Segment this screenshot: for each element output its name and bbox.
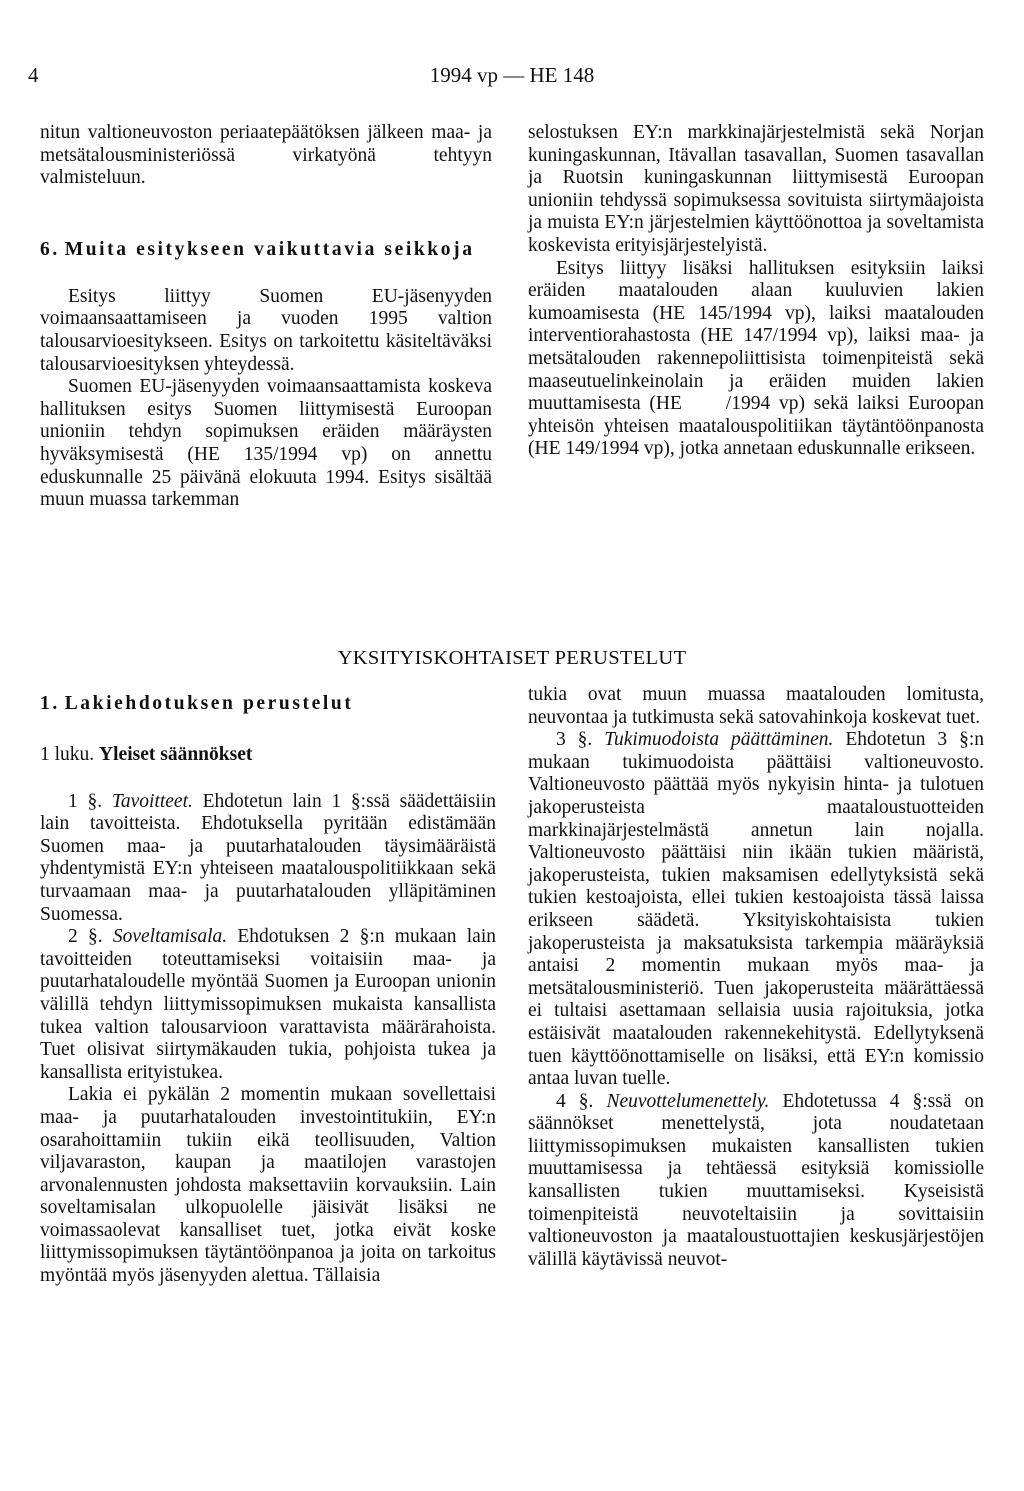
chapter-title: Yleiset säännökset bbox=[99, 744, 253, 765]
section-6-heading bbox=[40, 238, 492, 262]
section-text: Ehdotuksen 2 §:n mukaan lain tavoitteiden toteuttamiseksi voitaisiin maa- ja puutarhataloudelle myöntää Suomen ja Euroopan unionin välillä tehdyn liittymissopimuksen mukaista kansallista tukea valtion talousarvioon varattavista määrärahoista. Tuet olisivat siirtymäkauden tukia, pohjoista tukea ja kansallista erityistukea. bbox=[40, 926, 496, 1083]
section-1-paragraph bbox=[40, 791, 496, 927]
section-sign: 4 §. bbox=[556, 1090, 594, 1112]
chapter-label: 1 luku. bbox=[40, 744, 95, 765]
main-heading: YKSITYISKOHTAISET PERUSTELUT bbox=[337, 647, 687, 669]
section-4-paragraph bbox=[528, 1091, 984, 1272]
section-title: Tukimuodoista päättäminen. bbox=[604, 729, 834, 751]
page-number: 4 bbox=[28, 63, 39, 87]
top-right-column bbox=[528, 122, 989, 461]
section-1-number: 1. bbox=[40, 693, 60, 714]
bottom-right-column bbox=[528, 684, 984, 1271]
paragraph: selostuksen EY:n markkinajärjestelmistä sekä Norjan kuningaskunnan, Itävallan tasavallan, Suomen tasavallan ja Ruotsin kuningaskunnan liittymisestä Euroopan unioniin tehdyssä sopimuksessa sovituista siirtymäajoista ja muista EY:n järjestelmien käyttöönottoa ja soveltamista koskevista erityisjärjestelyistä. bbox=[528, 122, 989, 256]
section-1-title: Lakiehdotuksen perustelut bbox=[64, 693, 354, 714]
paragraph: Esitys liittyy lisäksi hallituksen esityksiin laiksi eräiden maatalouden alaan kuuluvien lakien kumoamisesta (HE 145/1994 vp), laiksi maatalouden interventiorahastosta (HE 147/1994 vp), laiksi maa- ja metsätalouden rakennepoliittisista toimenpiteistä sekä maaseutuelinkeinolain ja eräiden muiden lakien muuttamisesta (HE /1994 vp) sekä laiksi Euroopan yhteisön yhteisen maatalouspolitiikan täytäntöönpanosta (HE 149/1994 vp), jotka annetaan eduskunnalle erikseen. bbox=[528, 257, 989, 460]
section-text: Ehdotetun lain 1 §:ssä säädettäisiin lain tavoitteista. Ehdotuksella pyritään edistämään Suomen maa- ja puutarhatalouden täysimääräistä yhdentymistä EY:n yhteiseen maatalouspolitiikkaan sekä turvaamaan maa- ja puutarhatalouden ylläpitäminen Suomessa. bbox=[40, 790, 497, 925]
section-1-heading bbox=[40, 692, 496, 716]
section-title: Tavoitteet. bbox=[111, 790, 193, 812]
paragraph: Suomen EU-jäsenyyden voimaansaattamista koskeva hallituksen esitys Suomen liittymisestä Euroopan unioniin tehdyn sopimuksen eräiden määräysten hyväksymisestä (HE 135/1994 vp) on annettu eduskunnalle 25 päivänä elokuuta 1994. Esitys sisältää muun muassa tarkemman bbox=[40, 376, 492, 511]
section-6-title: Muita esitykseen vaikuttavia seikkoja bbox=[64, 238, 475, 260]
section-2-paragraph bbox=[40, 926, 496, 1084]
section-sign: 2 §. bbox=[68, 926, 103, 948]
bottom-left-column bbox=[40, 692, 496, 1288]
section-text: Ehdotetun 3 §:n mukaan tukimuodoista päättäisi valtioneuvosto. Valtioneuvosto päättää myös nykyisin hinta- ja tulotuen jakoperusteista maataloustuotteiden markkinajärjestelmästä annetun lain nojalla. Valtioneuvosto päättäisi niin ikään tukien määristä, jakoperusteista, tukien maksamisen edellytyksistä sekä tukien kestoajoista, ellei tukien kestoajoista tässä laissa erikseen säädetä. Yksityiskohtaisista tukien jakoperusteista ja maksatuksista tarkempia määräyksiä antaisi 2 momentin mukaan myös maa- ja metsätalousministeriö. Tuen jakoperusteita määrättäessä ei tultaisi asettamaan sellaisia uusia rajoituksia, jotka estäisivät maatalouden rakennekehitystä. Edellytyksenä tuen käyttöönottamiselle on lisäksi, että EY:n komissio antaa luvan tuelle. bbox=[528, 729, 985, 1090]
paragraph: tukia ovat muun muassa maatalouden lomitusta, neuvontaa ja tutkimusta sekä satovahinkoja koskevat tuet. bbox=[528, 684, 984, 728]
section-sign: 3 §. bbox=[556, 729, 593, 751]
intro-paragraph: nitun valtioneuvoston periaatepäätöksen jälkeen maa- ja metsätalousministeriössä virkatyönä tehtyyn valmisteluun. bbox=[40, 122, 492, 189]
section-text: Ehdotetussa 4 §:ssä on säännökset menettelystä, jota noudatetaan liittymissopimuksen mukaisten kansallisten tukien muuttamisessa ja tehtäessä esityksiä komissiolle kansallisten tukien muuttamiseksi. Kyseisistä toimenpiteistä neuvoteltaisiin ja sovittaisiin valtioneuvoston ja maataloustuottajien keskusjärjestöjen välillä käytävissä neuvot- bbox=[528, 1090, 985, 1270]
paragraph: Esitys liittyy Suomen EU-jäsenyyden voimaansaattamiseen ja vuoden 1995 valtion talousarvioesitykseen. Esitys on tarkoitettu käsiteltäväksi talousarvioesityksen yhteydessä. bbox=[40, 285, 492, 375]
section-6-number: 6. bbox=[40, 238, 60, 260]
chapter-heading bbox=[40, 744, 496, 767]
section-3-paragraph bbox=[528, 729, 984, 1091]
section-title: Soveltamisala. bbox=[112, 926, 228, 948]
section-sign: 1 §. bbox=[68, 790, 103, 812]
running-header: 1994 vp — HE 148 bbox=[429, 63, 595, 87]
paragraph: Lakia ei pykälän 2 momentin mukaan sovellettaisi maa- ja puutarhatalouden investointitukiin, EY:n osarahoittamiin tukiin eikä teollisuuden, Valtion viljavaraston, kaupan ja maatilojen varastojen arvonalennusten johdosta maksettaviin korvauksiin. Lain soveltamisalan ulkopuolelle jäisivät lisäksi ne voimassaolevat kansalliset tuet, jotka eivät koske liittymissopimuksen täytäntöönpanoa ja joita on tarkoitus myöntää myös jäsenyyden alettua. Tällaisia bbox=[40, 1084, 496, 1287]
top-left-column bbox=[40, 122, 492, 512]
section-title: Neuvottelumenettely. bbox=[606, 1090, 770, 1112]
